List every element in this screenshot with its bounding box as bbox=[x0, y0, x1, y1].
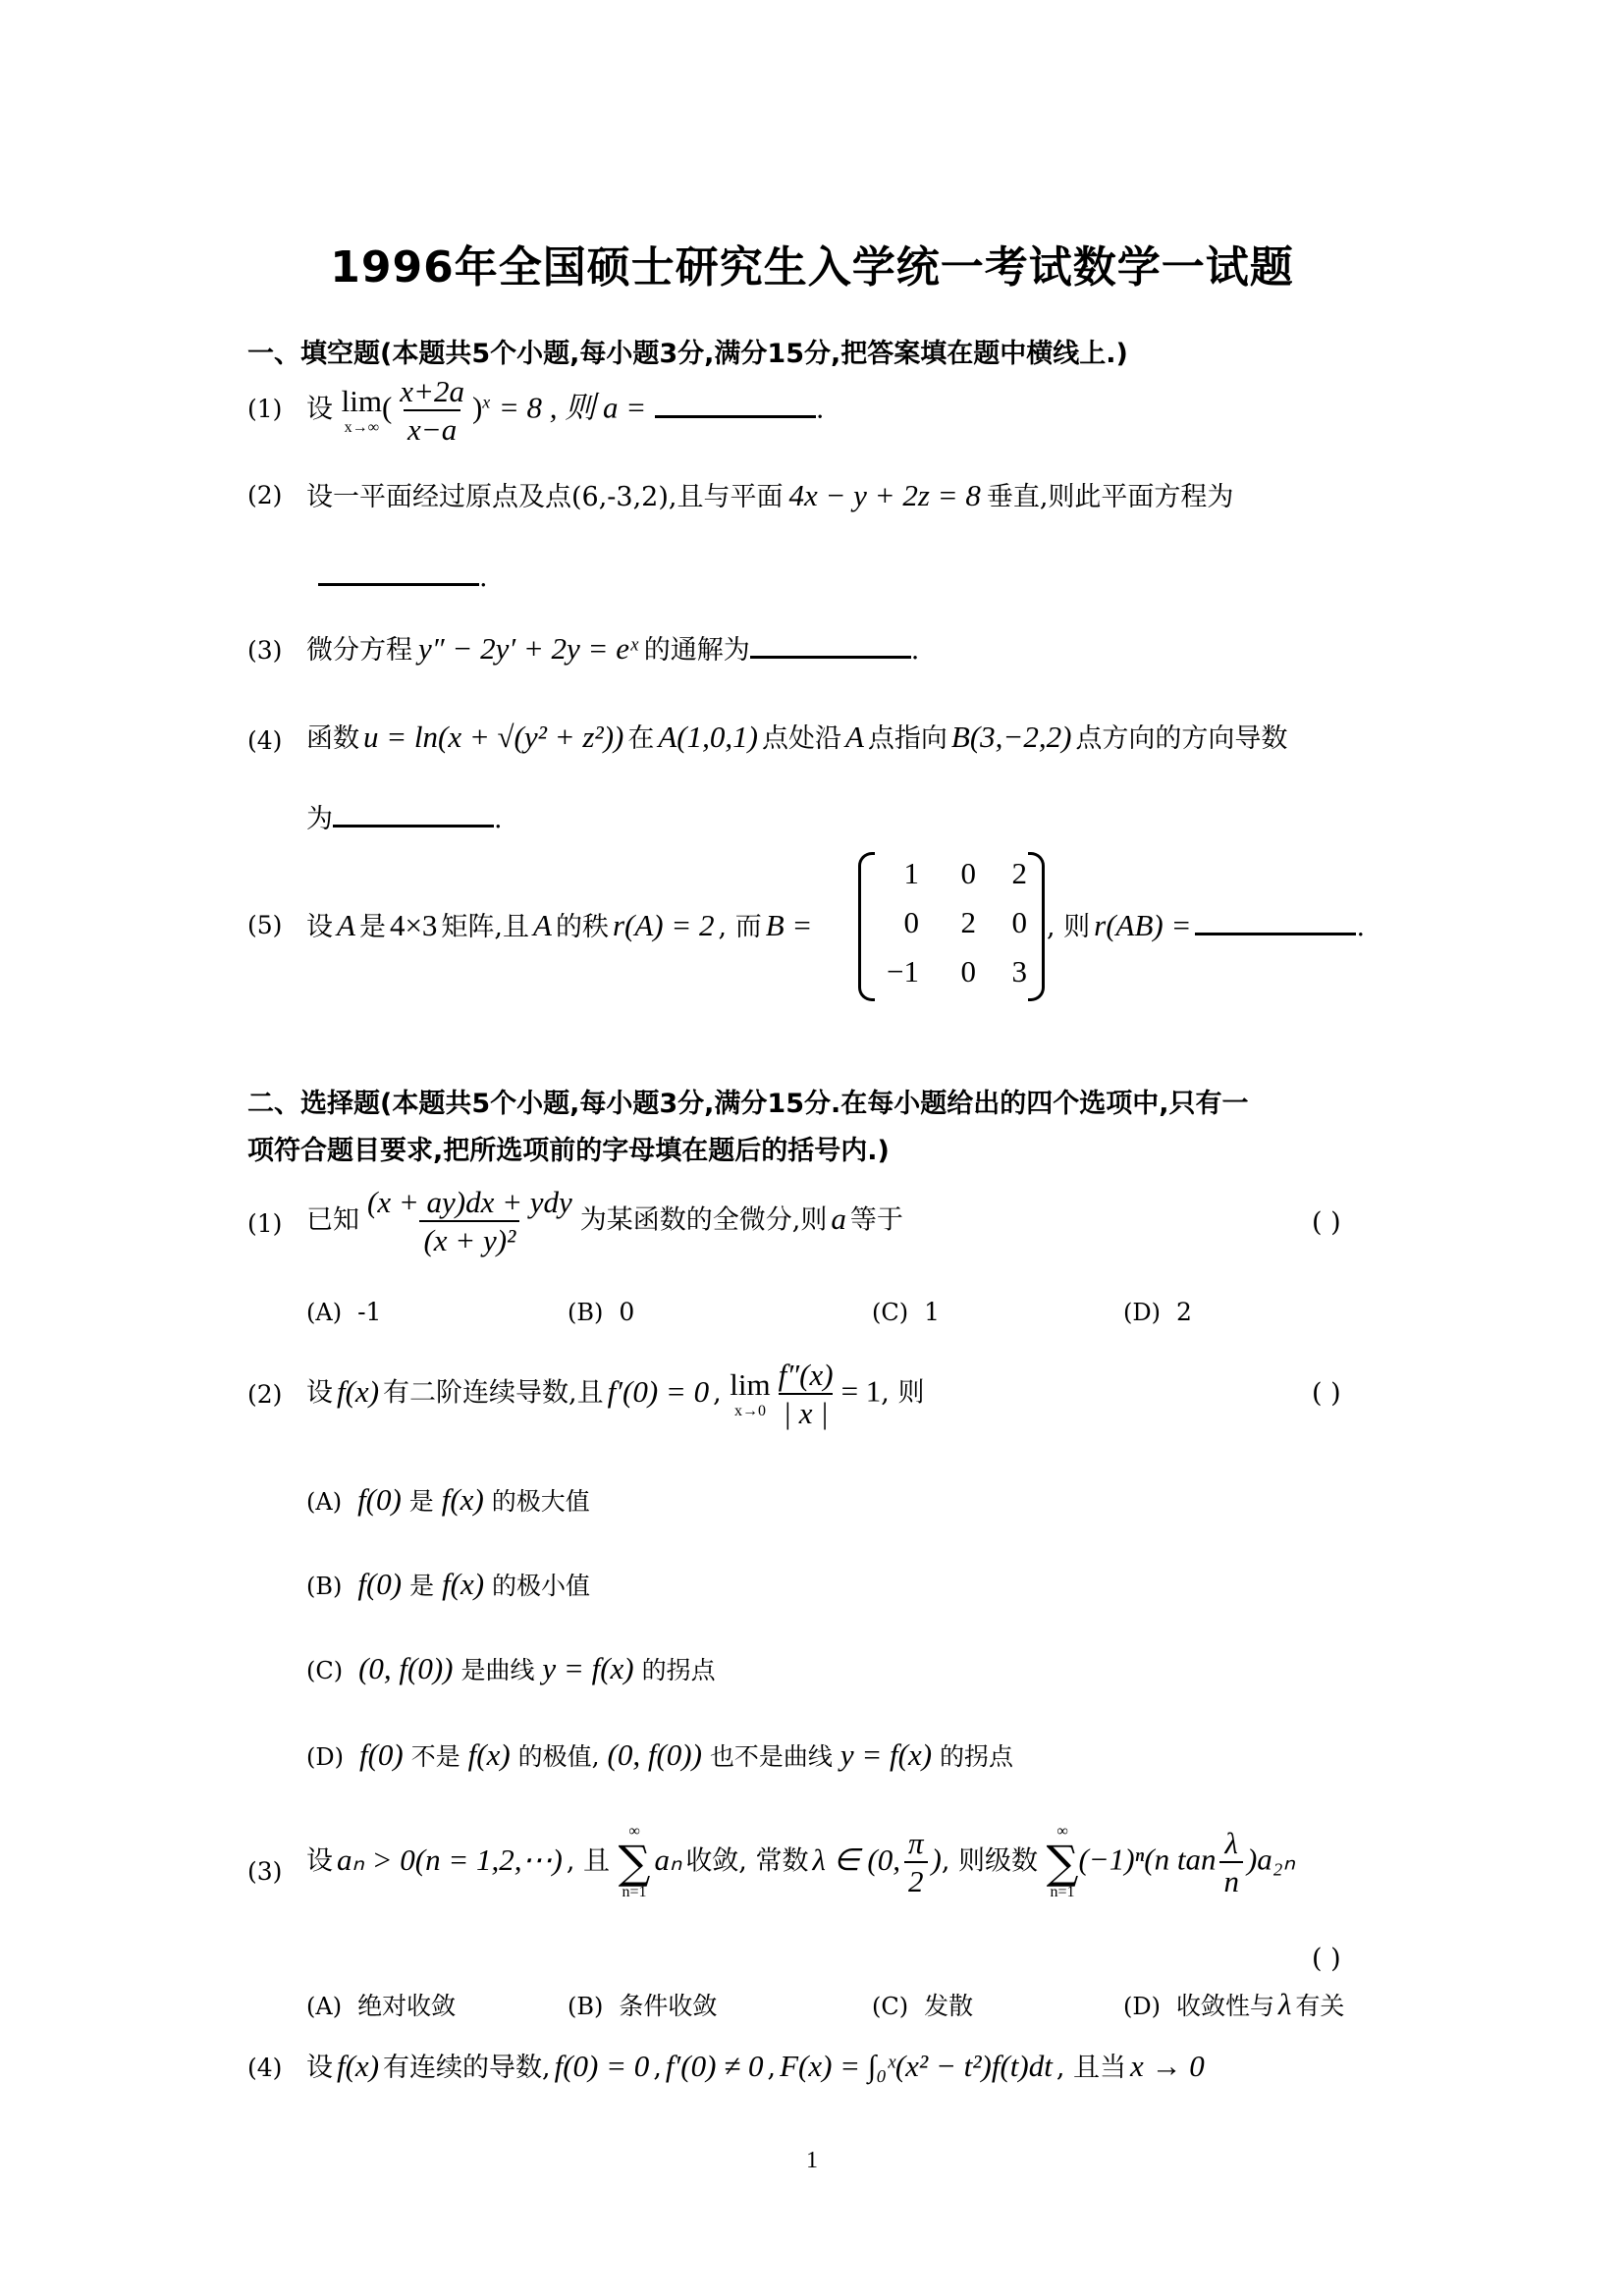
option-math: f(x) bbox=[467, 1737, 511, 1772]
option-math: λ bbox=[1277, 1987, 1292, 2021]
s1-q2 bbox=[306, 475, 1233, 513]
matrix-cell: 0 bbox=[903, 905, 919, 939]
option-label: (A) bbox=[306, 1488, 343, 1516]
s1-q4-number: (4) bbox=[247, 726, 283, 755]
option-label: (B) bbox=[306, 1573, 343, 1600]
option-math: (0, f(0)) bbox=[358, 1651, 454, 1685]
fraction-denominator: n bbox=[1219, 1861, 1243, 1899]
s1-q3-text2: 的通解为 bbox=[643, 635, 750, 666]
matrix-cell: 1 bbox=[903, 856, 919, 890]
s2-q3-option-c[interactable] bbox=[872, 1987, 973, 2022]
s1-q4-text6: 为 bbox=[306, 804, 333, 834]
condition-f0: f(0) = 0 bbox=[554, 2049, 650, 2083]
option-text: 的拐点 bbox=[641, 1656, 716, 1684]
right-bracket bbox=[1028, 852, 1045, 1001]
matrix-b-label: B = bbox=[765, 908, 813, 942]
section2-heading-line1: 二、选择题(本题共5个小题,每小题3分,满分15分.在每小题给出的四个选项中,只有一 bbox=[247, 1089, 1249, 1119]
comma: , bbox=[653, 2053, 662, 2083]
option-label: (D) bbox=[1123, 1299, 1161, 1326]
fraction-numerator: λ bbox=[1224, 1825, 1238, 1860]
s1-q4-text4: 点指向 bbox=[867, 723, 947, 754]
s1-q4 bbox=[306, 717, 1287, 755]
s2-q3-text3: 收敛, 常数 bbox=[685, 1845, 809, 1877]
fraction-denominator: | x | bbox=[779, 1393, 832, 1431]
function-f: f(x) bbox=[337, 2049, 380, 2083]
option-label: (D) bbox=[306, 1743, 344, 1771]
sum-lower: n=1 bbox=[622, 1884, 647, 1900]
s2-q3-text: 设 bbox=[306, 1845, 333, 1877]
option-label: (A) bbox=[306, 1993, 343, 2020]
answer-blank[interactable] bbox=[333, 799, 494, 828]
s2-q2-limit bbox=[730, 1367, 770, 1420]
s1-q4-text: 函数 bbox=[306, 723, 359, 754]
page-number: 1 bbox=[806, 2148, 818, 2173]
s1-q3-text: 微分方程 bbox=[306, 635, 412, 666]
s2-q1-number: (1) bbox=[247, 1209, 283, 1238]
answer-blank[interactable] bbox=[655, 390, 816, 418]
fraction-numerator: f″(x) bbox=[778, 1358, 834, 1392]
s2-q1-fraction bbox=[363, 1184, 576, 1258]
option-text: 的拐点 bbox=[940, 1742, 1014, 1771]
section1-heading: 一、填空题(本题共5个小题,每小题3分,满分15分,把答案填在题中横线上.) bbox=[247, 339, 1128, 369]
function-f: f(x) bbox=[337, 1373, 380, 1409]
s2-q1-option-d[interactable] bbox=[1123, 1298, 1192, 1326]
fraction-numerator: (x + ay)dx + ydy bbox=[367, 1185, 572, 1219]
s2-q1 bbox=[306, 1184, 903, 1258]
option-math: y = f(x) bbox=[839, 1737, 933, 1772]
lambda-over-n bbox=[1219, 1825, 1243, 1899]
option-label: (A) bbox=[306, 1299, 343, 1326]
s1-q5-text: 设 bbox=[306, 912, 333, 942]
term-an: aₙ bbox=[654, 1842, 682, 1877]
matrix-a-label: A bbox=[533, 908, 552, 942]
option-math: f(x) bbox=[442, 1567, 485, 1601]
option-text: 条件收敛 bbox=[619, 1992, 718, 2020]
pi-over-two bbox=[904, 1825, 928, 1899]
derivative-condition: f′(0) = 0 bbox=[607, 1373, 710, 1409]
s2-q3-number: (3) bbox=[247, 1857, 283, 1886]
option-label: (B) bbox=[568, 1993, 604, 2020]
s2-q1-option-a[interactable] bbox=[306, 1298, 381, 1326]
s1-q2-equation: 4x − y + 2z = 8 bbox=[788, 478, 981, 512]
option-text: 是曲线 bbox=[460, 1656, 535, 1684]
s1-q3 bbox=[306, 628, 919, 667]
s1-q4-function: u = ln(x + √(y² + z²)) bbox=[363, 720, 624, 754]
option-text: 绝对收敛 bbox=[357, 1992, 457, 2020]
s1-q3-number: (3) bbox=[247, 636, 283, 665]
s2-q2-answer-paren[interactable]: ( ) bbox=[1312, 1378, 1341, 1409]
page-title: 1996年全国硕士研究生入学统一考试数学一试题 bbox=[330, 242, 1294, 293]
sequence-condition: aₙ > 0(n = 1,2,⋯) bbox=[337, 1842, 563, 1877]
sum-upper: ∞ bbox=[628, 1823, 640, 1840]
option-text: 不是 bbox=[410, 1742, 460, 1771]
s2-q3-text2: , 且 bbox=[566, 1845, 611, 1877]
s2-q4-number: (4) bbox=[247, 2054, 283, 2082]
sum-symbol bbox=[1047, 1824, 1079, 1900]
s2-q2-option-d[interactable] bbox=[306, 1737, 1013, 1773]
option-text: 的极大值 bbox=[491, 1487, 590, 1516]
integral-definition: F(x) = ∫₀ˣ(x² − t²)f(t)dt bbox=[780, 2049, 1053, 2083]
s2-q4-text: 设 bbox=[306, 2053, 333, 2083]
s2-q4-text5: , 且当 bbox=[1056, 2053, 1127, 2083]
s1-q4-answer-line bbox=[306, 797, 503, 835]
s2-q2-number: (2) bbox=[247, 1380, 283, 1409]
option-label: (C) bbox=[872, 1993, 909, 2020]
s1-q5-text4: 的秩 bbox=[555, 912, 609, 942]
lambda-range: λ ∈ (0, bbox=[812, 1842, 900, 1877]
lim-subscript: x→∞ bbox=[344, 419, 379, 437]
s2-q3-option-a[interactable] bbox=[306, 1987, 456, 2022]
option-text: -1 bbox=[357, 1298, 382, 1326]
option-math: f(0) bbox=[358, 1737, 404, 1772]
option-math: f(x) bbox=[441, 1482, 484, 1517]
fraction-numerator: x+2a bbox=[400, 374, 464, 408]
option-text: 0 bbox=[619, 1298, 635, 1326]
s1-q4-text3: 点处沿 bbox=[761, 723, 841, 754]
answer-blank[interactable] bbox=[318, 558, 479, 586]
option-math: y = f(x) bbox=[542, 1651, 634, 1685]
s2-q2-option-c[interactable] bbox=[306, 1651, 716, 1686]
limit-value: = 1 bbox=[840, 1373, 882, 1409]
fraction-numerator: π bbox=[908, 1825, 924, 1860]
comma: , bbox=[767, 2053, 777, 2083]
s1-q1: 设 lim x→∞ ( $\frac{x+2a}{x-a}$ )$^x$ = 8 , 则 a = . bbox=[306, 374, 825, 448]
sum-lower: n=1 bbox=[1050, 1884, 1075, 1900]
period: . bbox=[1356, 912, 1366, 942]
s1-q5-text5: , 而 bbox=[718, 912, 762, 942]
close-paren: ) bbox=[931, 1842, 942, 1877]
series-term-end: )a₂ₙ bbox=[1246, 1842, 1295, 1877]
sigma: ∑ bbox=[1046, 1836, 1079, 1889]
s2-q1-text: 已知 bbox=[306, 1204, 359, 1236]
s1-q3-equation: y″ − 2y′ + 2y = eˣ bbox=[418, 631, 638, 666]
sigma: ∑ bbox=[618, 1836, 651, 1889]
s2-q1-option-b[interactable] bbox=[568, 1298, 634, 1326]
s1-q4-text2: 在 bbox=[627, 723, 655, 754]
s2-q1-answer-paren[interactable]: ( ) bbox=[1312, 1207, 1341, 1238]
s1-q5-text2: 是 bbox=[358, 912, 386, 942]
fraction-denominator: 2 bbox=[904, 1861, 928, 1899]
s1-q4-text5: 点方向的方向导数 bbox=[1075, 723, 1288, 754]
comma: , bbox=[713, 1377, 722, 1409]
exponent: x bbox=[482, 392, 491, 412]
s1-q5-text3: 矩阵,且 bbox=[441, 912, 530, 942]
period: . bbox=[494, 804, 503, 834]
s1-q5-right bbox=[1047, 905, 1365, 943]
option-text: 2 bbox=[1175, 1298, 1192, 1326]
period: . bbox=[479, 562, 488, 593]
s1-q2-answer-line bbox=[318, 558, 488, 593]
point-a: A(1,0,1) bbox=[658, 720, 758, 754]
section2-heading-line2: 项符合题目要求,把所选项前的字母填在题后的括号内.) bbox=[247, 1136, 890, 1166]
lim-text: lim bbox=[730, 1367, 771, 1403]
period: . bbox=[910, 635, 920, 666]
s1-q2-text2: 垂直,则此平面方程为 bbox=[986, 482, 1234, 512]
s2-q3-option-b[interactable] bbox=[568, 1987, 717, 2022]
matrix-cell: 3 bbox=[1011, 954, 1027, 988]
s2-q2-text: 设 bbox=[306, 1377, 333, 1409]
sum-upper: ∞ bbox=[1056, 1823, 1068, 1840]
fraction-denominator: (x + y)² bbox=[419, 1220, 519, 1258]
matrix-a-label: A bbox=[337, 908, 355, 942]
limit-condition: x → 0 bbox=[1130, 2049, 1205, 2083]
condition-fprime0: f′(0) ≠ 0 bbox=[665, 2049, 764, 2083]
s2-q3-option-d[interactable] bbox=[1123, 1987, 1344, 2022]
lim-text: lim bbox=[341, 384, 382, 419]
s2-q2-text2: 有二阶连续导数,且 bbox=[383, 1377, 604, 1409]
s1-q1-text: 设 bbox=[306, 394, 333, 425]
s2-q4-text2: 有连续的导数, bbox=[383, 2053, 551, 2083]
option-text: 是 bbox=[408, 1487, 434, 1516]
option-text: 的极小值 bbox=[492, 1572, 591, 1600]
s2-q3-text4: , 则级数 bbox=[941, 1845, 1039, 1877]
option-math: f(0) bbox=[357, 1482, 402, 1517]
matrix-cell: 0 bbox=[960, 954, 976, 988]
s1-q1-number: (1) bbox=[247, 395, 283, 423]
option-math: f(0) bbox=[357, 1567, 403, 1601]
option-math: (0, f(0)) bbox=[607, 1737, 702, 1772]
s1-q1-equation: = 8 , 则 a = bbox=[498, 390, 647, 425]
s1-q1-fraction bbox=[396, 373, 468, 448]
s2-q2-option-a[interactable] bbox=[306, 1482, 590, 1518]
option-label: (C) bbox=[872, 1299, 909, 1326]
matrix-cell: 0 bbox=[960, 856, 976, 890]
s2-q2 bbox=[306, 1357, 924, 1431]
s2-q3-answer-paren[interactable]: ( ) bbox=[1312, 1944, 1341, 1974]
series-term: (−1)ⁿ(n tan bbox=[1078, 1842, 1217, 1877]
matrix-cell: 2 bbox=[960, 905, 976, 939]
s2-q1-text3: 等于 bbox=[849, 1204, 903, 1236]
option-label: (B) bbox=[568, 1299, 604, 1326]
s1-q5-left bbox=[306, 905, 812, 943]
period: . bbox=[815, 394, 825, 425]
s2-q3 bbox=[306, 1824, 1295, 1900]
point-a-label: A bbox=[844, 720, 864, 754]
sum-symbol bbox=[619, 1824, 651, 1900]
s2-q4 bbox=[306, 2046, 1205, 2084]
matrix-cell: 0 bbox=[1011, 905, 1027, 939]
fraction-denominator: x−a bbox=[404, 409, 460, 448]
rank-ab: r(AB) = bbox=[1094, 908, 1192, 942]
option-label: (D) bbox=[1123, 1993, 1161, 2020]
lim-subscript: x→0 bbox=[733, 1403, 766, 1420]
option-text: 是 bbox=[409, 1572, 435, 1600]
matrix-cell: 2 bbox=[1011, 856, 1027, 890]
option-text: 收敛性与 bbox=[1175, 1992, 1274, 2020]
option-text: 发散 bbox=[924, 1992, 974, 2020]
s1-q1-limit bbox=[342, 384, 382, 437]
s1-q2-number: (2) bbox=[247, 481, 283, 509]
option-text: 也不是曲线 bbox=[709, 1742, 833, 1771]
rank-equation: r(A) = 2 bbox=[612, 908, 715, 942]
s2-q2-text4: , 则 bbox=[881, 1377, 925, 1409]
s2-q2-fraction bbox=[775, 1357, 838, 1431]
answer-blank[interactable] bbox=[750, 630, 911, 659]
point-b: B(3,−2,2) bbox=[950, 720, 1072, 754]
s2-q1-option-c[interactable] bbox=[872, 1298, 940, 1326]
answer-blank[interactable] bbox=[1195, 907, 1356, 935]
s2-q1-text2: 为某函数的全微分,则 bbox=[579, 1204, 828, 1236]
matrix-cell: −1 bbox=[887, 954, 919, 988]
matrix-b bbox=[858, 852, 1045, 997]
option-text: 有关 bbox=[1295, 1992, 1345, 2020]
variable-a: a bbox=[831, 1201, 846, 1236]
s1-q2-text: 设一平面经过原点及点(6,-3,2),且与平面 bbox=[306, 482, 784, 512]
matrix-dimension: 4×3 bbox=[389, 908, 438, 942]
s1-q5-text6: , 则 bbox=[1047, 912, 1091, 942]
option-text: 1 bbox=[924, 1298, 940, 1326]
s2-q2-option-b[interactable] bbox=[306, 1567, 590, 1602]
s1-q5-number: (5) bbox=[247, 911, 283, 939]
option-label: (C) bbox=[306, 1657, 344, 1684]
option-text: 的极值, bbox=[517, 1742, 600, 1771]
